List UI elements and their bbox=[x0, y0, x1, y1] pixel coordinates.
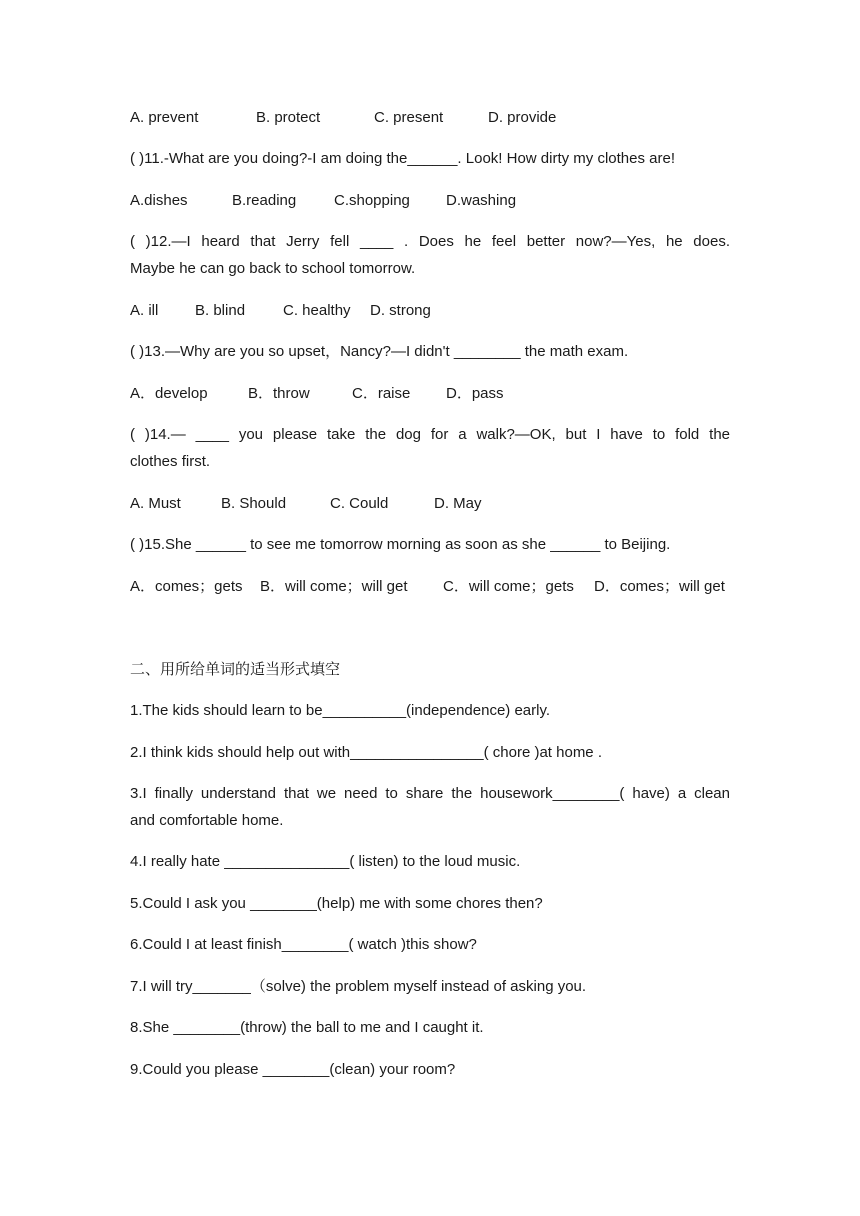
fill-item-1: 1.The kids should learn to be__________(independence) early. bbox=[130, 702, 551, 719]
q15-option-a: A．comes；gets bbox=[130, 578, 243, 595]
q15-option-d: D．comes；will get bbox=[594, 578, 725, 595]
q14-stem-line1: ( )14.— ____ you please take the dog for a walk?—OK, but I have to fold the bbox=[130, 426, 730, 443]
fill-item-7: 7.I will try_______（solve) the problem myself instead of asking you. bbox=[130, 978, 587, 995]
option-c: C. present bbox=[374, 109, 444, 126]
q13-option-d: D．pass bbox=[446, 385, 504, 402]
q12-option-a: A. ill bbox=[130, 302, 159, 319]
q11-option-a: A.dishes bbox=[130, 192, 188, 209]
option-d: D. provide bbox=[488, 109, 557, 126]
fill-item-5: 5.Could I ask you ________(help) me with some chores then? bbox=[130, 895, 543, 912]
q12-option-c: C. healthy bbox=[283, 302, 351, 319]
fill-item-4: 4.I really hate _______________( listen) to the loud music. bbox=[130, 853, 521, 870]
q15-option-b: B．will come；will get bbox=[260, 578, 408, 595]
fill-item-3-line2: and comfortable home. bbox=[130, 812, 284, 829]
q13-option-c: C．raise bbox=[352, 385, 411, 402]
q13-option-b: B．throw bbox=[248, 385, 310, 402]
q14-stem-line2: clothes first. bbox=[130, 453, 211, 470]
fill-item-6: 6.Could I at least finish________( watch )this show? bbox=[130, 936, 477, 953]
q14-option-a: A. Must bbox=[130, 495, 181, 512]
q12-option-b: B. blind bbox=[195, 302, 246, 319]
fill-item-9: 9.Could you please ________(clean) your room? bbox=[130, 1061, 456, 1078]
q11-option-c: C.shopping bbox=[334, 192, 410, 209]
q13-option-a: A．develop bbox=[130, 385, 208, 402]
q13-stem: ( )13.—Why are you so upset，Nancy?—I didn't ________ the math exam. bbox=[130, 343, 629, 360]
q14-option-c: C. Could bbox=[330, 495, 389, 512]
q12-stem-line1: ( )12.—I heard that Jerry fell ____ . Does he feel better now?—Yes, he does. bbox=[130, 233, 730, 250]
option-a: A. prevent bbox=[130, 109, 199, 126]
q14-option-d: D. May bbox=[434, 495, 482, 512]
q11-stem: ( )11.-What are you doing?-I am doing the______. Look! How dirty my clothes are! bbox=[130, 150, 676, 167]
option-b: B. protect bbox=[256, 109, 321, 126]
q15-stem: ( )15.She ______ to see me tomorrow morning as soon as she ______ to Beijing. bbox=[130, 536, 671, 553]
q15-option-c: C．will come；gets bbox=[443, 578, 574, 595]
q11-option-d: D.washing bbox=[446, 192, 517, 209]
q12-option-d: D. strong bbox=[370, 302, 431, 319]
q14-option-b: B. Should bbox=[221, 495, 287, 512]
q12-stem-line2: Maybe he can go back to school tomorrow. bbox=[130, 260, 416, 277]
section-heading: 二、用所给单词的适当形式填空 bbox=[130, 660, 341, 678]
fill-item-3-line1: 3.I finally understand that we need to share the housework________( have) a clean bbox=[130, 785, 730, 802]
fill-item-8: 8.She ________(throw) the ball to me and I caught it. bbox=[130, 1019, 484, 1036]
q11-option-b: B.reading bbox=[232, 192, 297, 209]
fill-item-2: 2.I think kids should help out with________________( chore )at home . bbox=[130, 744, 602, 761]
